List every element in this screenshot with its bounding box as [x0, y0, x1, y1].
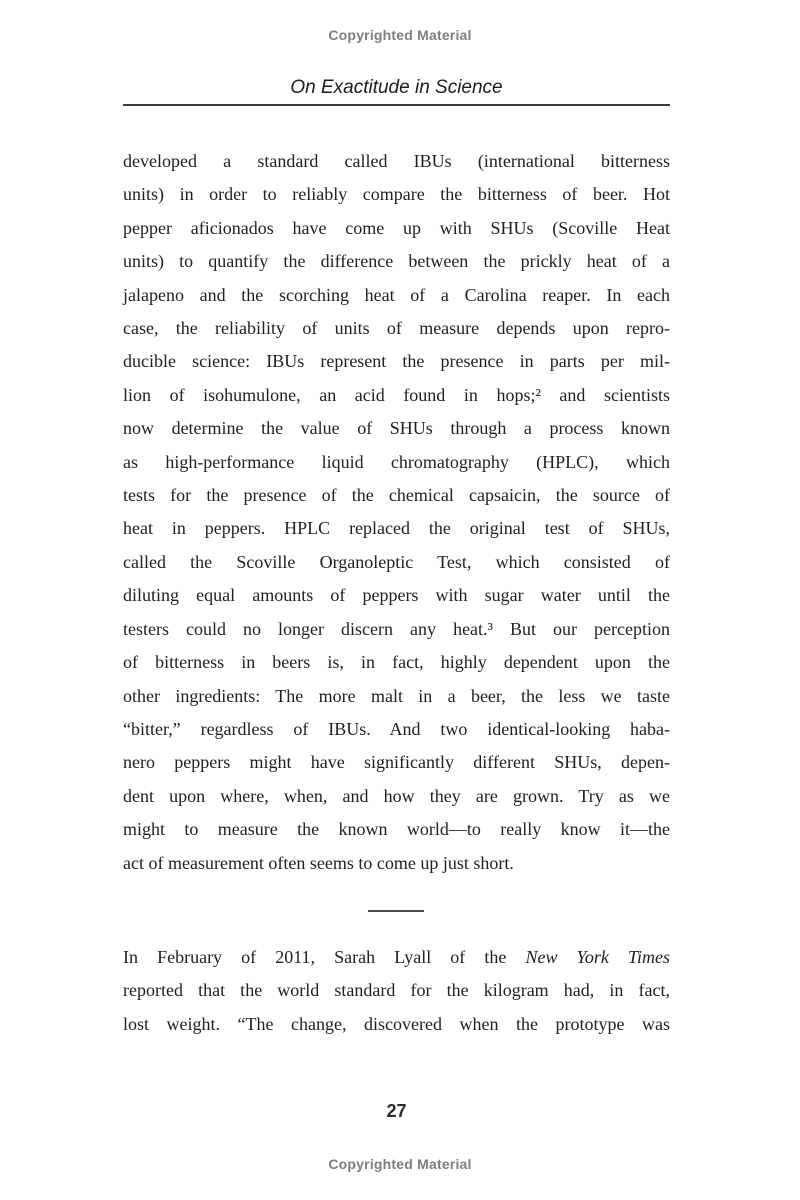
text-line: jalapeno and the scorching heat of a Carolina reaper. In each: [123, 284, 670, 305]
page-number: 27: [386, 1101, 407, 1121]
text-line: lost weight. “The change, discovered when the prototype was: [123, 1013, 670, 1034]
text-line: units) in order to reliably compare the bitterness of beer. Hot: [123, 184, 670, 205]
text-line: as high-performance liquid chromatography (HPLC), which: [123, 451, 670, 472]
text-line: act of measurement often seems to come up just short.: [123, 852, 514, 873]
text-line: ducible science: IBUs represent the presence in parts per mil-: [123, 351, 670, 372]
text-line: of bitterness in beers is, in fact, highly dependent upon the: [123, 652, 670, 673]
text-line: [123, 941, 670, 974]
text-line: heat in peppers. HPLC replaced the original test of SHUs,: [123, 518, 670, 539]
text-line: dent upon where, when, and how they are grown. Try as we: [123, 785, 670, 806]
text-line: “bitter,” regardless of IBUs. And two identical-looking haba-: [123, 718, 670, 739]
text-line: diluting equal amounts of peppers with sugar water until the: [123, 585, 670, 606]
copyright-notice-bottom: Copyrighted Material: [328, 1156, 472, 1172]
paragraph-2: [123, 941, 670, 1041]
running-head-title: On Exactitude in Science: [290, 77, 503, 98]
text-line-part: In February of 2011, Sarah Lyall of the: [123, 947, 526, 967]
copyright-notice-top: Copyrighted Material: [328, 27, 472, 43]
publication-name-italic: New York Times: [525, 947, 670, 967]
text-line: nero peppers might have significantly different SHUs, depen-: [123, 752, 670, 773]
text-line: now determine the value of SHUs through a process known: [123, 418, 670, 439]
text-line: tests for the presence of the chemical capsaicin, the source of: [123, 485, 670, 506]
text-line: case, the reliability of units of measure depends upon repro-: [123, 318, 670, 339]
text-line: lion of isohumulone, an acid found in hops;² and scientists: [123, 384, 670, 405]
paragraph-1: [123, 145, 670, 880]
text-line: other ingredients: The more malt in a beer, the less we taste: [123, 685, 670, 706]
text-line: units) to quantify the difference between the prickly heat of a: [123, 251, 670, 272]
text-line: pepper aficionados have come up with SHUs (Scoville Heat: [123, 217, 670, 238]
text-line: called the Scoville Organoleptic Test, which consisted of: [123, 551, 670, 572]
header-rule: [123, 104, 670, 106]
section-break-divider: [368, 910, 424, 912]
text-line: might to measure the known world—to really know it—the: [123, 819, 670, 840]
text-line: reported that the world standard for the kilogram had, in fact,: [123, 980, 670, 1001]
text-line: developed a standard called IBUs (international bitterness: [123, 151, 670, 171]
text-line: testers could no longer discern any heat.³ But our perception: [123, 618, 670, 639]
